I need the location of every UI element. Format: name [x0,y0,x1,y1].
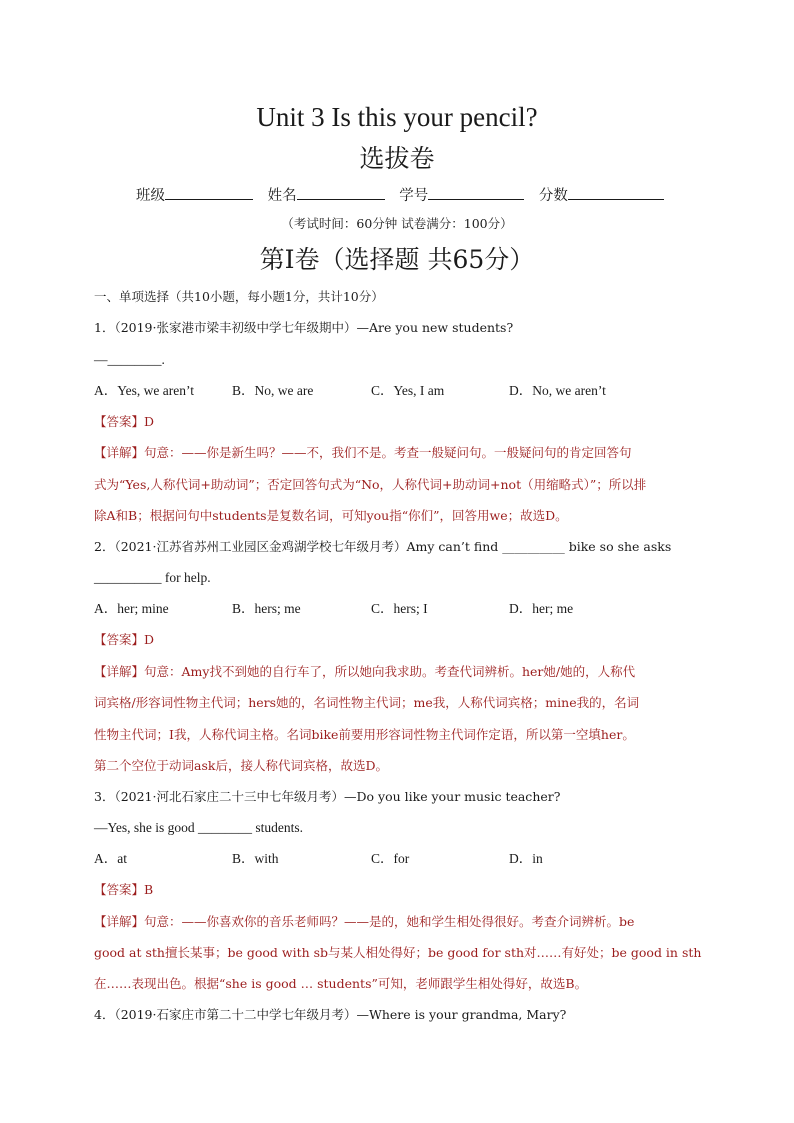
question-2-detail-line: 【详解】句意：Amy找不到她的自行车了，所以她向我求助。考查代词辨析。her她/她的，人称代 [94,664,636,679]
question-3-stem-2: —Yes, she is good ________ students. [94,820,304,835]
id-label: 学号 [399,188,429,204]
question-3-stem: 3．（2021·河北石家庄二十三中七年级月考）—Do you like your music teacher? [94,789,561,804]
question-2-detail-line: 第二个空位于动词ask后，接人称代词宾格，故选D。 [94,758,388,773]
question-3-detail-line: good at sth擅长某事；be good with sb与某人相处得好；be good for sth对……有好处；be good in sth [94,945,702,960]
option-c: C．Yes, I am [371,383,445,398]
option-c: C．for [371,851,410,866]
option-d: D．in [509,851,543,866]
option-b: B．with [232,851,279,866]
exam-info: （考试时间：60分钟 试卷满分：100分） [281,216,513,231]
option-a: A．her; mine [94,601,169,616]
class-blank [165,184,253,200]
id-blank [428,184,524,200]
question-1-stem-2: —________. [94,352,165,367]
option-c: C．hers; I [371,601,428,616]
question-2-stem-2: __________ for help. [94,570,211,585]
option-d: D．No, we aren’t [509,383,606,398]
question-1-answer: 【答案】D [94,414,155,429]
class-label: 班级 [136,188,165,204]
question-4-stem: 4．（2019·石家庄市第二十二中学七年级月考）—Where is your grandma, Mary? [94,1007,567,1022]
question-2-detail-line: 性物主代词；I我，人称代词主格。名词bike前要用形容词性物主代词作定语，所以第一空填her。 [94,727,635,742]
question-3-detail-line: 在……表现出色。根据“she is good … students”可知，老师跟学生相处得好，故选B。 [94,976,588,991]
score-blank [568,184,664,200]
question-1-detail-line: 式为“Yes,人称代词+助动词”；否定回答句式为“No，人称代词+助动词+not（用缩略式）”；所以排 [94,477,647,492]
document-subtitle: 选拔卷 [359,144,435,173]
question-2-answer: 【答案】D [94,632,155,647]
document-title: Unit 3 Is this your pencil? [256,102,538,132]
option-b: B．hers; me [232,601,301,616]
student-info-row [136,184,674,206]
question-1-detail-line: 除A和B；根据问句中students是复数名词，可知you指“你们”，回答用we；故选D。 [94,508,568,523]
part-heading: 一、单项选择（共10小题，每小题1分，共计10分） [94,289,384,304]
option-a: A．Yes, we aren’t [94,383,194,398]
question-3-answer: 【答案】B [94,882,154,897]
question-2-detail-line: 词宾格/形容词性物主代词；hers她的，名词性物主代词；me我，人称代词宾格；mine我的，名词 [94,695,640,710]
section-title: 第Ⅰ卷（选择题 共65分） [259,245,535,274]
name-label: 姓名 [267,188,297,204]
option-a: A．at [94,851,127,866]
option-d: D．her; me [509,601,574,616]
option-b: B．No, we are [232,383,314,398]
question-1-stem: 1．（2019·张家港市梁丰初级中学七年级期中）—Are you new students? [94,320,514,335]
name-blank [297,184,385,200]
question-3-detail-line: 【详解】句意：——你喜欢你的音乐老师吗？——是的，她和学生相处得很好。考查介词辨析。be [94,914,635,929]
question-1-detail-line: 【详解】句意：——你是新生吗？——不，我们不是。考查一般疑问句。一般疑问句的肯定回答句 [94,445,632,460]
score-label: 分数 [538,188,568,204]
question-2-stem: 2．（2021·江苏省苏州工业园区金鸡湖学校七年级月考）Amy can’t find __________ bike so she asks [94,539,672,554]
